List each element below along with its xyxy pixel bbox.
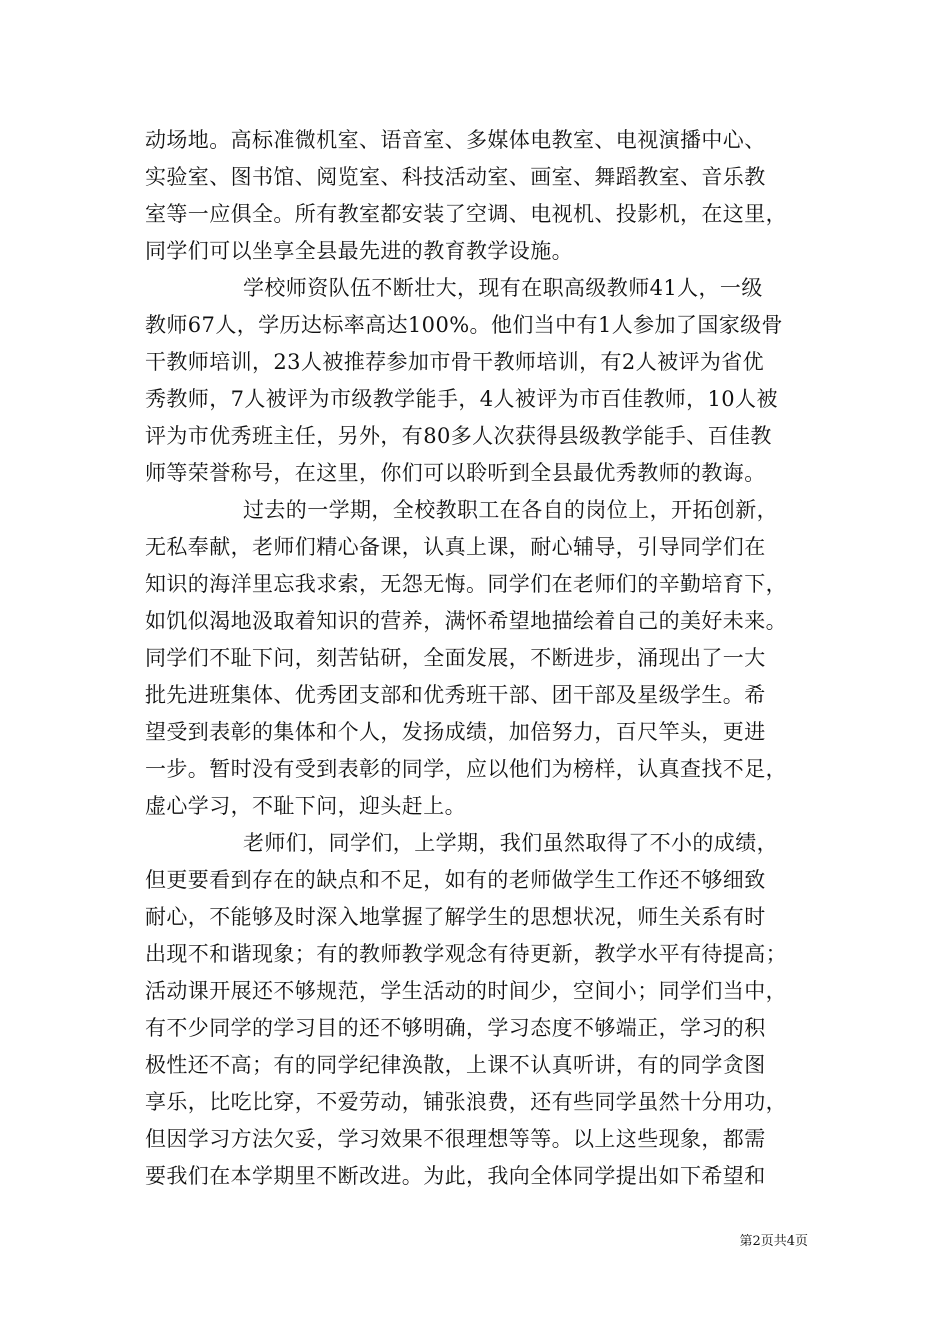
paragraph-start-line: 学校师资队伍不断壮大，现有在职高级教师41人，一级 xyxy=(243,276,763,300)
text-line: 耐心，不能够及时深入地掌握了解学生的思想状况，师生关系有时 xyxy=(145,905,766,929)
text-line: 要我们在本学期里不断改进。为此，我向全体同学提出如下希望和 xyxy=(145,1164,766,1188)
text-line: 但更要看到存在的缺点和不足，如有的老师做学生工作还不够细致 xyxy=(145,868,766,892)
text-line: 师等荣誉称号，在这里，你们可以聆听到全县最优秀教师的教诲。 xyxy=(145,461,766,485)
text-line: 无私奉献，老师们精心备课，认真上课，耐心辅导，引导同学们在 xyxy=(145,535,766,559)
text-line: 出现不和谐现象；有的教师教学观念有待更新，教学水平有待提高； xyxy=(145,942,787,966)
text-line: 干教师培训，23人被推荐参加市骨干教师培训，有2人被评为省优 xyxy=(145,350,765,374)
text-line: 知识的海洋里忘我求索，无怨无悔。同学们在老师们的辛勤培育下， xyxy=(145,572,787,596)
text-line: 秀教师，7人被评为市级教学能手，4人被评为市百佳教师，10人被 xyxy=(145,387,778,411)
text-line: 望受到表彰的集体和个人，发扬成绩，加倍努力，百尺竿头，更进 xyxy=(145,720,766,744)
text-line: 教师67人，学历达标率高达100%。他们当中有1人参加了国家级骨 xyxy=(145,313,783,337)
text-line: 如饥似渴地汲取着知识的营养，满怀希望地描绘着自己的美好未来。 xyxy=(145,609,787,633)
text-line: 室等一应俱全。所有教室都安装了空调、电视机、投影机，在这里， xyxy=(145,202,787,226)
text-line: 评为市优秀班主任，另外，有80多人次获得县级教学能手、百佳教 xyxy=(145,424,772,448)
paragraph-start-line: 过去的一学期，全校教职工在各自的岗位上，开拓创新， xyxy=(243,498,778,522)
text-line: 享乐，比吃比穿，不爱劳动，铺张浪费，还有些同学虽然十分用功， xyxy=(145,1090,787,1114)
text-line: 虚心学习，不耻下问，迎头赶上。 xyxy=(145,794,466,818)
page-number: 第2页共4页 xyxy=(739,1234,808,1249)
text-line: 有不少同学的学习目的还不够明确，学习态度不够端正，学习的积 xyxy=(145,1016,766,1040)
text-line: 批先进班集体、优秀团支部和优秀班干部、团干部及星级学生。希 xyxy=(145,683,766,707)
text-line: 同学们不耻下问，刻苦钻研，全面发展，不断进步，涌现出了一大 xyxy=(145,646,766,670)
paragraph-start-line: 老师们，同学们，上学期，我们虽然取得了不小的成绩， xyxy=(243,831,778,855)
text-line: 极性还不高；有的同学纪律涣散，上课不认真听讲，有的同学贪图 xyxy=(145,1053,766,1077)
text-line: 实验室、图书馆、阅览室、科技活动室、画室、舞蹈教室、音乐教 xyxy=(145,165,766,189)
text-line: 一步。暂时没有受到表彰的同学，应以他们为榜样，认真查找不足， xyxy=(145,757,787,781)
text-line: 活动课开展还不够规范，学生活动的时间少，空间小；同学们当中， xyxy=(145,979,787,1003)
text-line: 同学们可以坐享全县最先进的教育教学设施。 xyxy=(145,239,573,263)
text-line: 动场地。高标准微机室、语音室、多媒体电教室、电视演播中心、 xyxy=(145,128,766,152)
text-line: 但因学习方法欠妥，学习效果不很理想等等。以上这些现象，都需 xyxy=(145,1127,766,1151)
